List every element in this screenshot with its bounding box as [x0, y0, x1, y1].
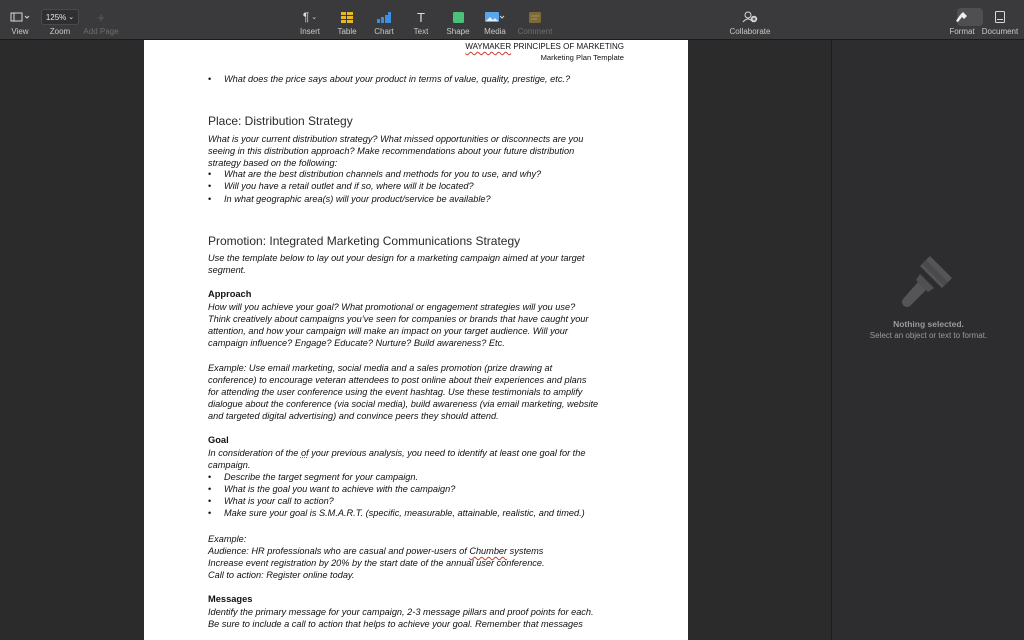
- shape-icon: [453, 9, 464, 25]
- document-page[interactable]: [144, 40, 688, 640]
- nothing-selected-hint: Select an object or text to format.: [869, 331, 988, 340]
- toolbar: [0, 0, 1024, 40]
- table-label: Table: [337, 27, 357, 36]
- chart-label: Chart: [374, 27, 394, 36]
- goal-paragraph-line: [208, 447, 628, 459]
- goal-paragraph-text: In consideration of the: [208, 448, 301, 458]
- zoom-select[interactable]: [41, 9, 79, 25]
- paragraph-icon: ¶ ⌄: [302, 10, 318, 24]
- add-page-label: Add Page: [83, 27, 119, 36]
- add-page-button[interactable]: [82, 0, 120, 40]
- view-label: View: [11, 27, 29, 36]
- text-icon: T: [417, 9, 425, 25]
- media-icon: [485, 9, 505, 25]
- view-button[interactable]: [8, 0, 32, 40]
- goal-example-label: Example:: [208, 534, 247, 544]
- approach-example-line: dialogue about the conference (via social media), build awareness (via email marketing, website: [208, 399, 599, 409]
- goal-example-line: [208, 545, 628, 557]
- goal-paragraph-line: campaign.: [208, 460, 251, 470]
- goal-bullet: • What is the goal you want to achieve with the campaign?: [224, 484, 455, 494]
- format-sidebar: [831, 40, 1024, 640]
- shape-label: Shape: [446, 27, 470, 36]
- table-icon: [341, 9, 353, 25]
- insert-label: Insert: [299, 27, 320, 36]
- page-header-line1: [465, 42, 624, 51]
- goal-heading: Goal: [208, 435, 229, 445]
- place-paragraph-line: What is your current distribution strategy? What missed opportunities or disconnects are you: [208, 134, 584, 144]
- comment-label: Comment: [517, 27, 553, 36]
- page-header-line2: Marketing Plan Template: [540, 53, 624, 62]
- goal-paragraph-flagged-word: of: [300, 448, 309, 458]
- place-paragraph-line: strategy based on the following:: [208, 158, 338, 168]
- place-paragraph-line: seeing in this distribution approach? Make recommendations about your future distribution: [208, 146, 575, 156]
- collaborate-label: Collaborate: [729, 27, 771, 36]
- paintbrush-icon: [896, 248, 960, 312]
- approach-example-line: and targeted digital advertising) and convince peers they should attend.: [208, 411, 499, 421]
- header-brand: WAYMAKER: [465, 42, 512, 51]
- media-label: Media: [484, 27, 506, 36]
- goal-bullet: • What is your call to action?: [224, 496, 334, 506]
- plus-icon: +: [97, 9, 105, 25]
- messages-paragraph-line: Be sure to include a call to action that helps to achieve your goal. Remember that messages: [208, 619, 583, 629]
- format-label: Format: [949, 27, 975, 36]
- format-button[interactable]: [946, 0, 978, 40]
- goal-example-text: systems: [507, 546, 544, 556]
- approach-heading: Approach: [208, 289, 252, 299]
- collaborate-button[interactable]: [726, 0, 774, 40]
- approach-paragraph-line: campaign influence? Engage? Educate? Nurture? Build awareness? Etc.: [208, 338, 505, 348]
- chart-icon: [377, 9, 391, 25]
- promotion-paragraph-line: segment.: [208, 265, 246, 275]
- goal-bullet: • Make sure your goal is S.M.A.R.T. (specific, measurable, attainable, realistic, and timed.): [224, 508, 585, 518]
- goal-bullet: • Describe the target segment for your campaign.: [224, 472, 418, 482]
- zoom-label: Zoom: [49, 27, 71, 36]
- document-icon: [995, 9, 1005, 25]
- price-bullet: • What does the price says about your product in terms of value, quality, prestige, etc.?: [224, 74, 570, 84]
- media-button[interactable]: [482, 0, 508, 40]
- insert-button[interactable]: [298, 0, 322, 40]
- approach-example-line: Example: Use email marketing, social media and a sales promotion (prize drawing at: [208, 363, 553, 373]
- nothing-selected-title: Nothing selected.: [893, 319, 964, 329]
- header-brand-rest: PRINCIPLES OF MARKETING: [511, 42, 624, 51]
- document-button[interactable]: [980, 0, 1020, 40]
- shape-button[interactable]: [446, 0, 470, 40]
- document-label: Document: [981, 27, 1019, 36]
- text-label: Text: [413, 27, 429, 36]
- goal-example-line: Increase event registration by 20% by the start date of the annual user conference.: [208, 558, 545, 568]
- chart-button[interactable]: [373, 0, 395, 40]
- goal-example-misspelled-word: Chumber: [469, 546, 508, 556]
- goal-paragraph-text: your previous analysis, you need to identify at least one goal for the: [308, 448, 586, 458]
- place-heading: Place: Distribution Strategy: [208, 114, 353, 128]
- approach-paragraph-line: Think creatively about campaigns you’ve seen for companies or brands that have caught your: [208, 314, 589, 324]
- approach-example-line: conference) to encourage veteran attendees to post online about their experiences and plans: [208, 375, 587, 385]
- approach-paragraph-line: How will you achieve your goal? What promotional or engagement strategies will you use?: [208, 302, 576, 312]
- table-button[interactable]: [336, 0, 358, 40]
- place-bullet: • What are the best distribution channels and methods for you to use, and why?: [224, 169, 541, 179]
- promotion-paragraph-line: Use the template below to lay out your design for a marketing campaign aimed at your target: [208, 253, 585, 263]
- approach-example-line: for attending the user conference using the event hashtag. Use these testimonials to amplify: [208, 387, 583, 397]
- zoom-control[interactable]: [43, 0, 77, 40]
- text-button[interactable]: [410, 0, 432, 40]
- comment-icon: [529, 9, 541, 25]
- goal-example-line: Call to action: Register online today.: [208, 570, 355, 580]
- chevron-down-icon: ⌄: [68, 14, 75, 21]
- messages-heading: Messages: [208, 594, 253, 604]
- promotion-heading: Promotion: Integrated Marketing Communications Strategy: [208, 234, 521, 248]
- comment-button[interactable]: [516, 0, 554, 40]
- approach-paragraph-line: attention, and how your campaign will make an impact on your target audience. Will your: [208, 326, 568, 336]
- paintbrush-icon: [955, 9, 969, 25]
- goal-example-text: Audience: HR professionals who are casual and power-users of: [208, 546, 470, 556]
- document-canvas[interactable]: [0, 40, 831, 640]
- messages-paragraph-line: Identify the primary message for your campaign, 2-3 message pillars and proof points for each.: [208, 607, 594, 617]
- view-icon: [10, 9, 30, 25]
- collaborate-icon: [742, 9, 758, 25]
- place-bullet: • In what geographic area(s) will your product/service be available?: [224, 194, 491, 204]
- place-bullet: • Will you have a retail outlet and if so, where will it be located?: [224, 181, 474, 191]
- zoom-value: 125%: [45, 12, 67, 22]
